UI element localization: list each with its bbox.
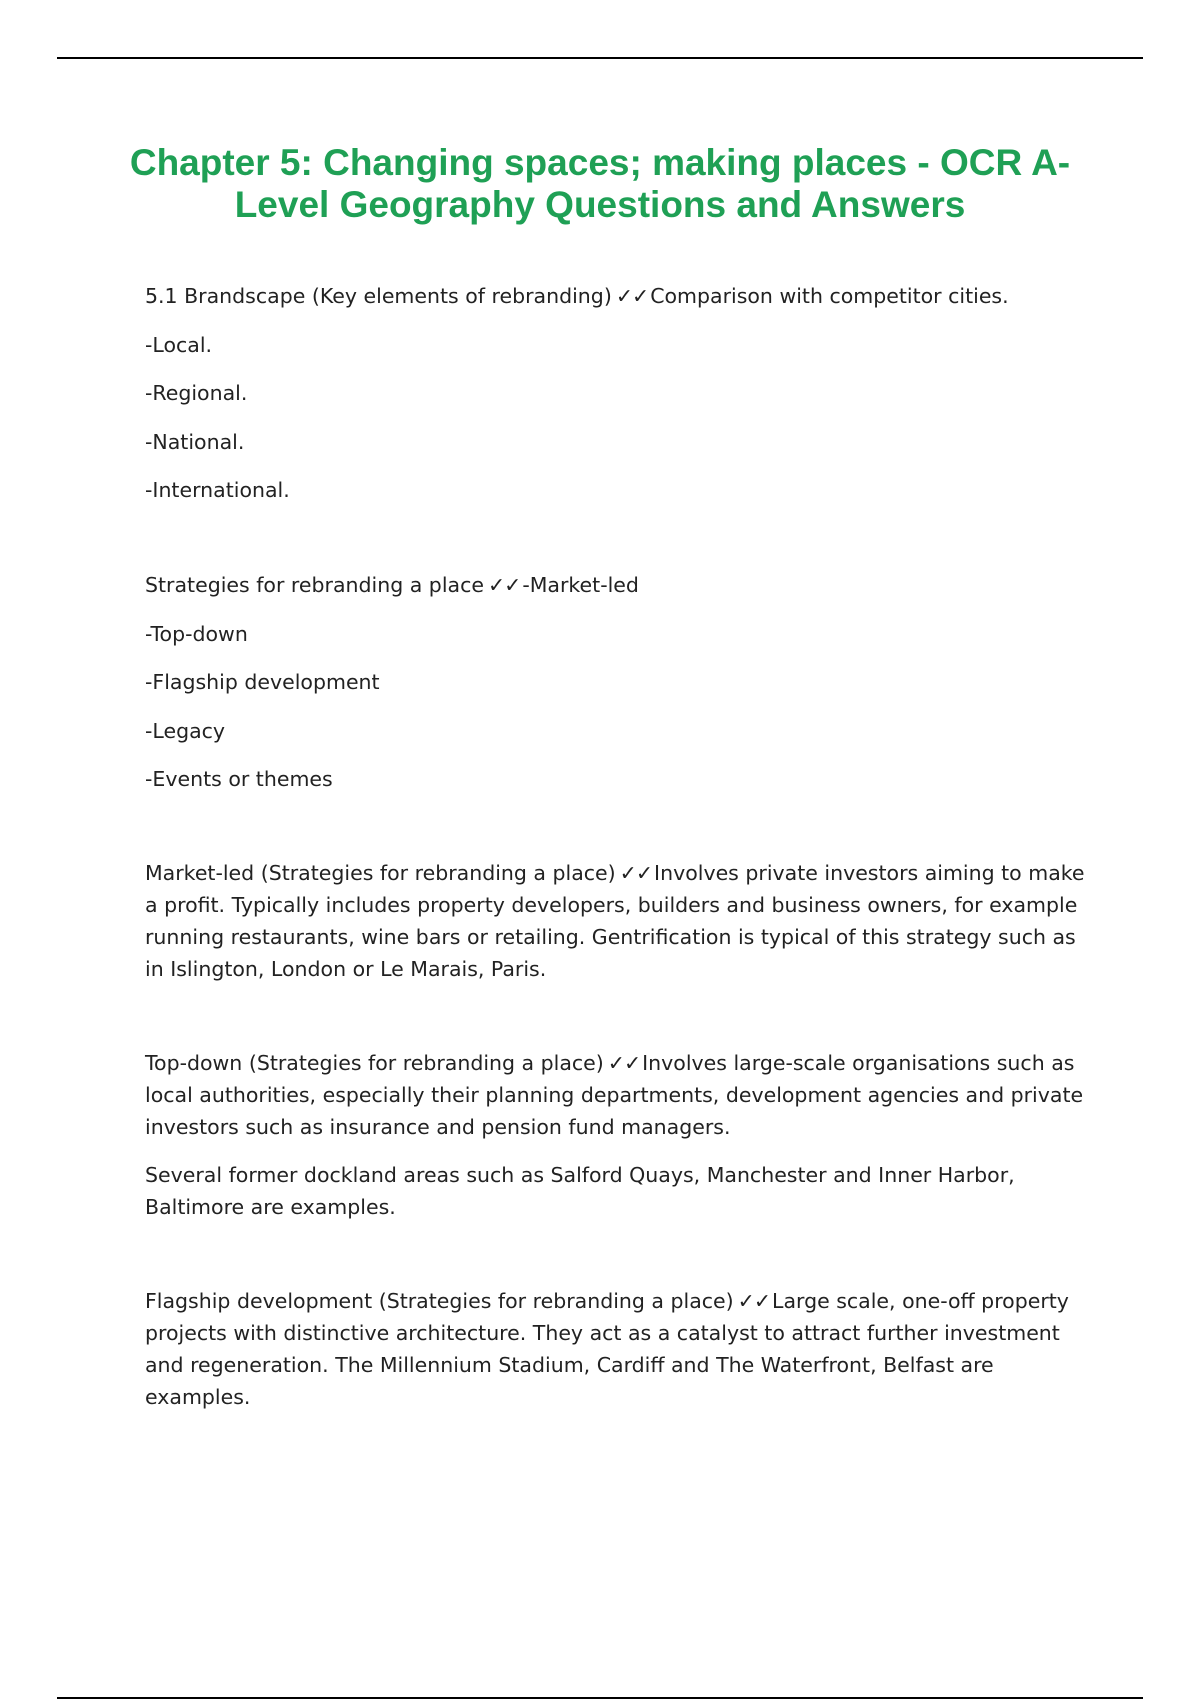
question-line <box>145 280 1095 312</box>
check-marks-icon: ✓✓ <box>615 284 649 308</box>
header-rule <box>57 57 1143 59</box>
check-marks-icon: ✓✓ <box>487 573 521 597</box>
question-text: Flagship development (Strategies for rebranding a place) <box>145 1289 734 1313</box>
qa-item-flagship <box>145 1285 1095 1413</box>
answer-text: Large scale, one-off property projects with distinctive architecture. They act as a catalyst to attract further investment and regeneration. The Millennium Stadium, Cardiff and The Waterfront, Belfast are examples. <box>145 1289 1069 1409</box>
footer-rule <box>57 1697 1143 1699</box>
answer-text: Involves private investors aiming to make a profit. Typically includes property developers, builders and business owners, for example running restaurants, wine bars or retailing. Gentrification is typical of this strategy such as in Islington, London or Le Marais, Paris. <box>145 861 1085 981</box>
question-line <box>145 569 1095 601</box>
answer-text: Involves large-scale organisations such as local authorities, especially their planning departments, development agencies and private investors such as insurance and pension fund managers. <box>145 1051 1084 1139</box>
answer-line: -Regional. <box>145 381 248 405</box>
answer-line: -Top-down <box>145 621 248 646</box>
qa-item-market-led <box>145 857 1095 985</box>
question-paragraph <box>145 1047 1095 1143</box>
qa-item-strategies <box>145 569 1095 795</box>
question-text: Market-led (Strategies for rebranding a place) <box>145 861 616 885</box>
answer-line: -National. <box>145 429 245 454</box>
answer-line: -Local. <box>145 332 213 357</box>
question-paragraph <box>145 857 1095 985</box>
question-text: Top-down (Strategies for rebranding a place) <box>145 1051 604 1075</box>
answer-line: -Flagship development <box>145 670 380 694</box>
check-marks-icon: ✓✓ <box>619 861 653 885</box>
answer-text: Comparison with competitor cities. <box>650 284 1009 308</box>
answer-line: -Legacy <box>145 718 226 743</box>
answer-paragraph: Several former dockland areas such as Salford Quays, Manchester and Inner Harbor, Baltimore are examples. <box>145 1163 1015 1219</box>
check-marks-icon: ✓✓ <box>607 1051 641 1075</box>
question-text: 5.1 Brandscape (Key elements of rebranding) <box>145 284 612 308</box>
answer-line: -International. <box>145 478 290 502</box>
answer-text: -Market-led <box>522 573 639 597</box>
qa-item-top-down <box>145 1047 1095 1223</box>
check-marks-icon: ✓✓ <box>737 1289 771 1313</box>
question-paragraph <box>145 1285 1095 1413</box>
answer-line: -Events or themes <box>145 767 333 791</box>
document-title: Chapter 5: Changing spaces; making places - OCR A-Level Geography Questions and Answers <box>129 142 1071 225</box>
document-body <box>145 280 1095 1413</box>
question-text: Strategies for rebranding a place <box>145 573 484 597</box>
qa-item-brandscape <box>145 280 1095 507</box>
